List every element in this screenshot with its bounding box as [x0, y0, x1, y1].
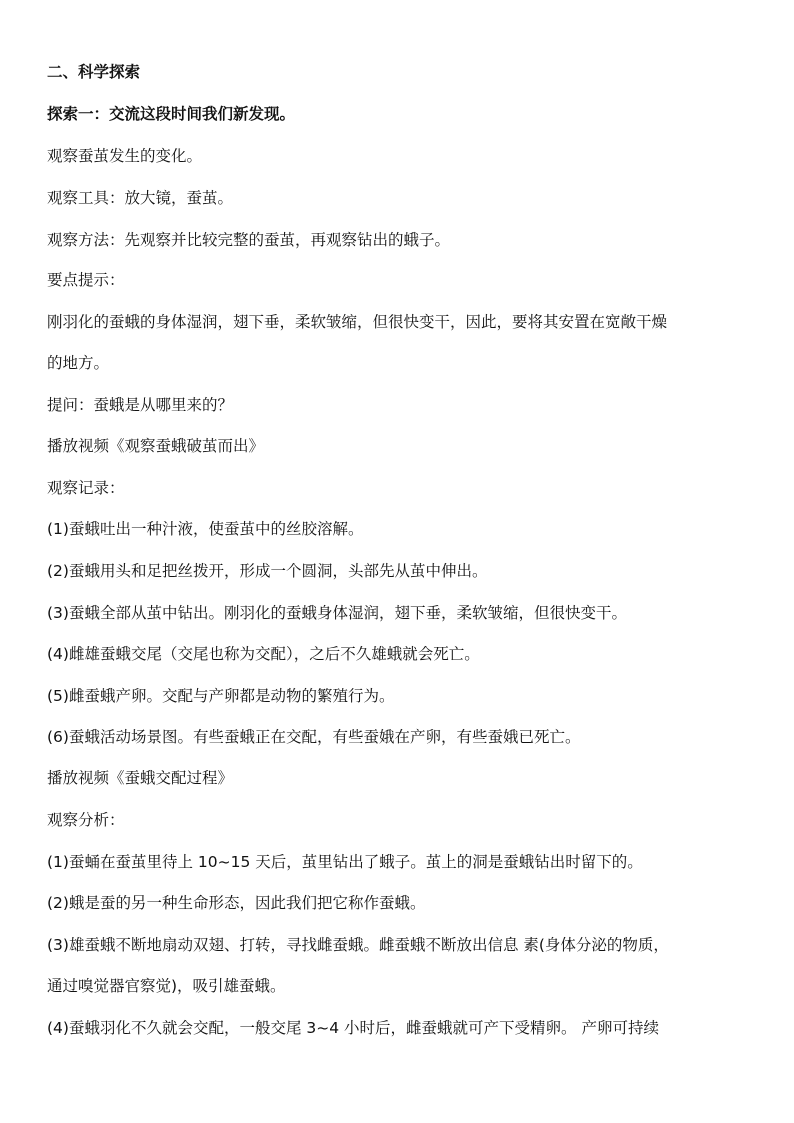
- record-item-3: (3)蚕蛾全部从茧中钻出。刚羽化的蚕蛾身体湿润，翅下垂，柔软皱缩，但很快变干。: [47, 604, 627, 622]
- paragraph-observe-change: 观察蚕茧发生的变化。: [47, 147, 203, 165]
- video-title-2: 播放视频《蚕蛾交配过程》: [47, 769, 234, 787]
- analysis-label: 观察分析：: [47, 811, 125, 829]
- tips-text-line-1: 刚羽化的蚕蛾的身体湿润，翅下垂，柔软皱缩，但很快变干，因此，要将其安置在宽敞干燥: [47, 313, 668, 331]
- question: 提问：蚕蛾是从哪里来的？: [47, 396, 234, 414]
- video-title-1: 播放视频《观察蚕蛾破茧而出》: [47, 437, 265, 455]
- analysis-item-2: (2)蛾是蚕的另一种生命形态，因此我们把它称作蚕蛾。: [47, 894, 426, 912]
- record-item-2: (2)蚕蛾用头和足把丝拨开，形成一个圆洞，头部先从茧中伸出。: [47, 562, 488, 580]
- record-item-4: (4)雌雄蚕蛾交尾（交尾也称为交配），之后不久雄蛾就会死亡。: [47, 645, 480, 663]
- analysis-item-4: (4)蚕蛾羽化不久就会交配，一般交尾 3~4 小时后，雌蚕蛾就可产下受精卵。 产卵可持续: [47, 1019, 659, 1037]
- record-item-1: (1)蚕蛾吐出一种汁液，使蚕茧中的丝胶溶解。: [47, 520, 364, 538]
- analysis-item-1: (1)蚕蛹在蚕茧里待上 10~15 天后，茧里钻出了蛾子。茧上的洞是蚕蛾钻出时留下的。: [47, 853, 643, 871]
- analysis-item-3-line-1: (3)雄蚕蛾不断地扇动双翅、打转，寻找雌蚕蛾。雌蚕蛾不断放出信息 素(身体分泌的物质，: [47, 936, 669, 954]
- paragraph-tools: 观察工具：放大镜，蚕茧。: [47, 189, 234, 207]
- tips-label: 要点提示：: [47, 271, 125, 289]
- tips-text-line-2: 的地方。: [47, 354, 110, 372]
- record-item-6: (6)蚕蛾活动场景图。有些蚕蛾正在交配，有些蚕娥在产卵，有些蚕娥已死亡。: [47, 728, 581, 746]
- subsection-title: 探索一：交流这段时间我们新发现。: [47, 105, 296, 123]
- record-label: 观察记录：: [47, 479, 125, 497]
- section-title: 二、科学探索: [47, 63, 141, 81]
- record-item-5: (5)雌蚕蛾产卵。交配与产卵都是动物的繁殖行为。: [47, 687, 395, 705]
- analysis-item-3-line-2: 通过嗅觉器官察觉)，吸引雄蚕蛾。: [47, 977, 286, 995]
- paragraph-method: 观察方法：先观察并比较完整的蚕茧，再观察钻出的蛾子。: [47, 231, 451, 249]
